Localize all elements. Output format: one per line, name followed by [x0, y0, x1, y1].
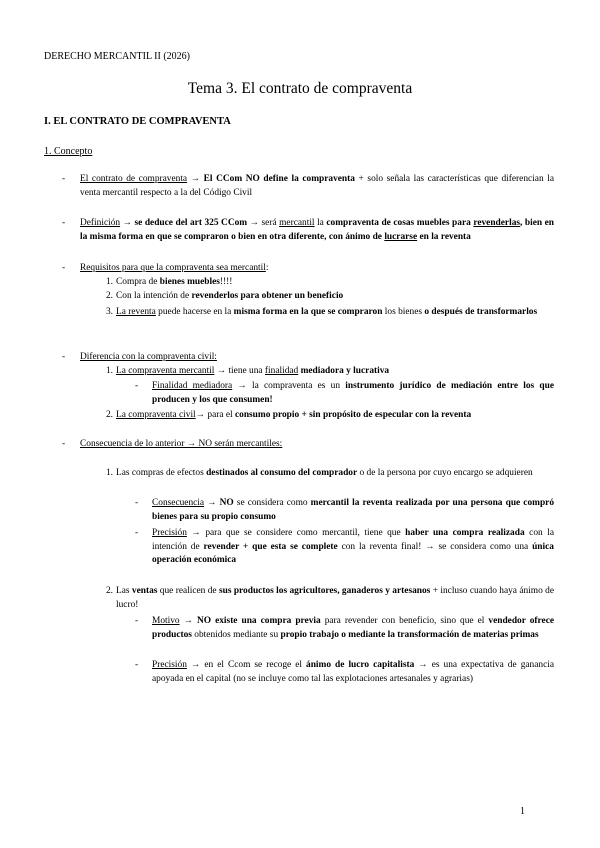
sub-list-item [152, 527, 554, 568]
emphasis: instrumento jurídico de mediación entre [345, 381, 519, 391]
text: → [204, 498, 220, 508]
emphasis: sus productos los agricultores, ganaderos y artesanos [218, 586, 431, 596]
emphasis: ventas [131, 586, 158, 596]
list-number: 2. [105, 410, 113, 420]
term: El contrato de compraventa [80, 174, 188, 184]
text: !!!! [219, 277, 233, 287]
emphasis: o después de [424, 307, 475, 317]
section-heading: I. EL CONTRATO DE COMPRAVENTA [44, 116, 231, 127]
emphasis: bienes muebles [159, 277, 220, 287]
text: : [265, 263, 269, 273]
sub-bullet-dash: - [135, 660, 139, 670]
text: que realicen de [157, 586, 219, 596]
bullet-dash: - [62, 174, 66, 184]
text: + incluso [430, 586, 468, 596]
paragraph-consecuencia [80, 438, 554, 452]
text: Las [116, 586, 132, 596]
text: → la compraventa es un [232, 381, 346, 391]
page-number: 1 [520, 806, 525, 817]
term: Precisión [152, 528, 187, 538]
list-item [116, 306, 554, 320]
emphasis: transformación de materias primas [397, 629, 539, 640]
emphasis: propio trabajo o mediante la [280, 629, 395, 640]
emphasis: El CCom NO define la compraventa [203, 174, 355, 184]
paragraph-contrato [80, 173, 554, 200]
emphasis: mercantil la reventa realizada por una persona [310, 498, 503, 508]
emphasis: ánimo de lucro capitalista [306, 660, 415, 670]
emphasis: destinados al consumo del comprador [206, 468, 358, 478]
emphasis: realizada [487, 528, 525, 538]
emphasis: revenderlas [473, 218, 521, 228]
emphasis: única operación económica [152, 541, 554, 565]
sub-list-item [152, 615, 554, 642]
emphasis: haber una compra [405, 528, 484, 538]
list-number: 1. [105, 366, 113, 376]
sub-bullet-dash: - [135, 381, 139, 391]
bullet-dash: - [62, 218, 66, 228]
text: agrarias) [440, 673, 473, 684]
text: ganancia apoyada en el capital (no se incluye como tal las explotaciones artesanales y [152, 660, 554, 684]
list-number: 1. [105, 277, 113, 287]
emphasis: que compró bienes para su propio consumo [152, 498, 555, 522]
text: los bienes [382, 307, 425, 317]
list-number: 1. [105, 468, 113, 478]
emphasis: lucrarse [384, 231, 418, 242]
term: Definición [80, 218, 121, 228]
list-item [116, 365, 554, 379]
sub-list-item [152, 497, 554, 524]
text: obtenidos mediante su [191, 629, 281, 640]
emphasis: compraventa de cosas muebles para [326, 218, 471, 228]
text: se considera como [233, 498, 311, 508]
term: Consecuencia de lo anterior → NO serán mercantiles: [80, 439, 283, 449]
sub-bullet-dash: - [135, 498, 139, 508]
text: considera como una [450, 541, 533, 552]
term: Requisitos para que la compraventa sea mercantil [80, 263, 266, 273]
page-title: Tema 3. El contrato de compraventa [187, 80, 413, 97]
bullet-dash: - [62, 352, 66, 362]
text: → para el [195, 410, 235, 420]
term: Motivo [152, 616, 180, 626]
text: → [179, 616, 198, 626]
emphasis: consumo propio + sin propósito de especular con la reventa [234, 410, 472, 420]
text: → en el Ccom se recoge el [186, 660, 307, 670]
term: La compraventa mercantil [116, 366, 215, 376]
emphasis: en la reventa [417, 231, 471, 242]
text: puede hacerse en la [155, 307, 234, 317]
term: Consecuencia [152, 498, 205, 508]
sub-list-item [152, 380, 554, 407]
term: finalidad [264, 366, 299, 376]
text: → será [247, 218, 280, 228]
text: para revender con beneficio, sino que el [320, 616, 485, 626]
list-item [116, 585, 554, 612]
text: se adquieren [485, 468, 533, 478]
emphasis: NO existe una compra previa [197, 616, 321, 626]
emphasis: misma forma en la que se compraron [233, 307, 383, 317]
emphasis: los que producen y los que consumen! [152, 381, 554, 405]
arrow: → [120, 218, 135, 228]
sub-bullet-dash: - [135, 528, 139, 538]
term: Precisión [152, 660, 187, 670]
text: Con la intención de [116, 291, 192, 301]
term: Diferencia con la compraventa civil: [80, 352, 217, 362]
text: con la reventa final! → se [337, 541, 447, 552]
text: Compra de [116, 277, 160, 287]
paragraph-requisitos [80, 262, 554, 276]
term: La compraventa civil [116, 410, 196, 420]
text: → es una expectativa de [414, 660, 517, 670]
emphasis: transformarlos [476, 307, 538, 317]
term: La reventa [116, 307, 156, 317]
text: + solo señala las características que diferencian la venta mercantil respecto a la del Código Civil [80, 174, 554, 198]
list-item [116, 276, 554, 290]
subsection-heading: 1. Concepto [44, 146, 93, 157]
emphasis: se deduce del art 325 CCom [134, 218, 248, 228]
list-item [116, 290, 554, 304]
text: → para que se considere como mercantil, tiene que [186, 528, 406, 538]
emphasis: vendedor ofrece productos [152, 616, 555, 640]
emphasis: revender + que esta se complete [203, 541, 338, 552]
paragraph-definicion [80, 217, 554, 244]
term: mercantil [279, 218, 315, 228]
list-number: 2. [105, 291, 113, 301]
paragraph-diferencia [80, 351, 554, 365]
text: cuando haya ánimo de lucro! [116, 586, 554, 610]
emphasis: revenderlos para obtener un beneficio [191, 291, 344, 301]
text: o de la persona por cuyo encargo [357, 468, 484, 478]
text: → tiene una [214, 366, 265, 376]
bullet-dash: - [62, 263, 66, 273]
emphasis: NO [219, 498, 234, 508]
text: con la intención de [152, 528, 554, 552]
text: la [314, 218, 327, 228]
list-item [116, 409, 554, 423]
document-header: DERECHO MERCANTIL II (2026) [44, 51, 191, 62]
term: Finalidad mediadora [152, 381, 233, 391]
text: Las compras de efectos [116, 468, 207, 478]
emphasis: , bien en la misma forma en que se compraron o bien en otra diferente, con ánimo de [80, 218, 554, 242]
list-number: 2. [105, 586, 113, 596]
list-number: 3. [105, 307, 113, 317]
emphasis: mediadora y lucrativa [300, 366, 390, 376]
sub-list-item [152, 659, 554, 686]
sub-bullet-dash: - [135, 616, 139, 626]
arrow: → [187, 174, 204, 184]
list-item [116, 467, 554, 481]
bullet-dash: - [62, 439, 66, 449]
